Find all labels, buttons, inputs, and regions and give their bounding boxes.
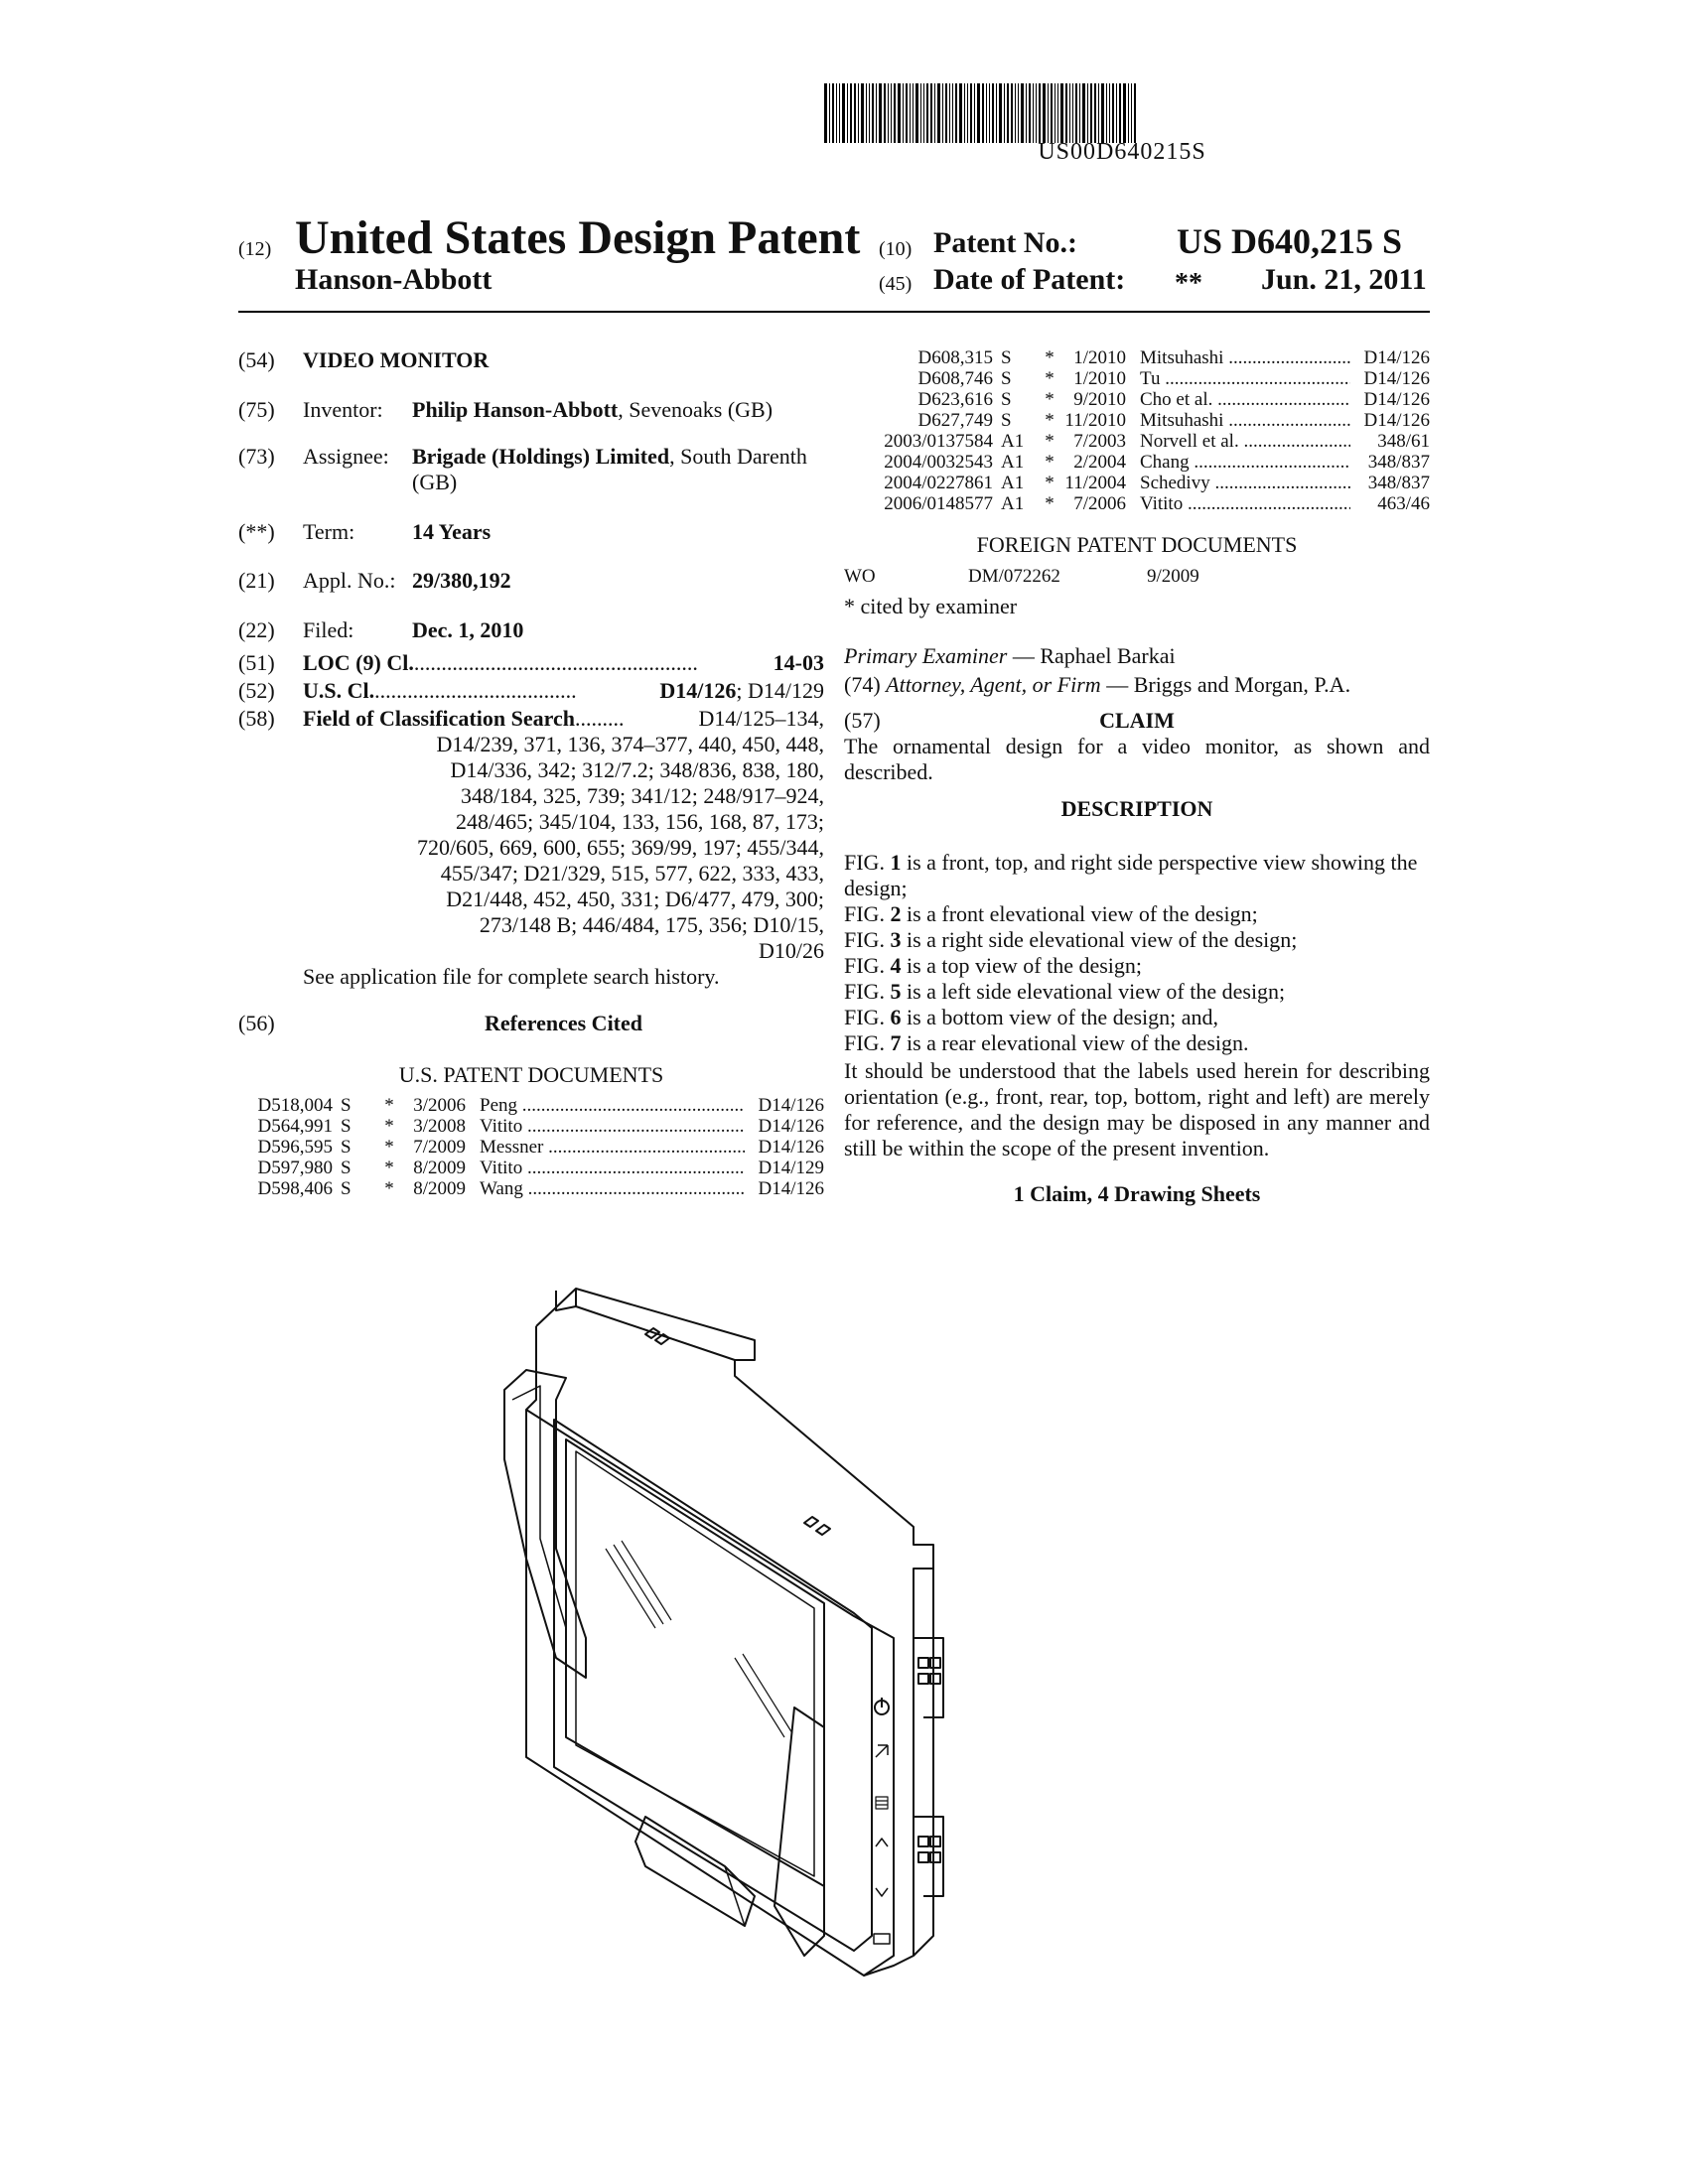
fig-pre: FIG.: [844, 1005, 891, 1029]
ref-kind: S: [341, 1158, 352, 1178]
ref-date: 9/2010: [1073, 389, 1126, 410]
fig-pre: FIG.: [844, 1030, 891, 1055]
ref-kind: S: [1001, 389, 1012, 410]
barcode-bar: [1087, 83, 1088, 143]
us-refs-list: [238, 1095, 824, 1199]
foreign-heading: FOREIGN PATENT DOCUMENTS: [976, 532, 1298, 557]
video-monitor-perspective-drawing: [496, 1261, 1192, 2055]
barcode-bar: [1060, 83, 1063, 143]
fig-num: 4: [890, 953, 902, 978]
ref-date: 7/2003: [1073, 431, 1126, 452]
orientation-note: It should be understood that the labels used herein for describing orientation (e.g., front, rear, top, bottom, right and left) are merely for reference, and the design may be disposed in any manner and still be within the scope of the present invention.: [844, 1058, 1430, 1160]
barcode-bar: [934, 83, 935, 143]
reference-row: [844, 493, 1430, 514]
attorney-label: Attorney, Agent, or Firm: [886, 672, 1101, 697]
ref-class: 463/46: [1350, 493, 1430, 514]
field-21: [238, 568, 824, 594]
ref-class: D14/129: [745, 1158, 824, 1178]
header-rule: [238, 311, 1430, 313]
ref-kind: S: [341, 1178, 352, 1199]
barcode-bar: [910, 83, 911, 143]
ref-name: Messner .....: [466, 1137, 745, 1158]
ref-date: 11/2004: [1064, 473, 1126, 493]
ref-name: Schedivy .....: [1126, 473, 1350, 493]
reference-row: [238, 1116, 824, 1137]
reference-row: [238, 1137, 824, 1158]
ref-date: 8/2009: [413, 1158, 466, 1178]
code-10: (10): [879, 238, 913, 260]
barcode-bar: [942, 83, 943, 143]
barcode-bar: [1043, 83, 1046, 143]
us-cl-main: D14/126: [659, 678, 737, 703]
patent-number: US D640,215 S: [1177, 221, 1403, 261]
ref-kind: S: [1001, 347, 1012, 368]
code-45: (45): [879, 273, 913, 295]
assignee-label: Assignee:: [303, 444, 389, 469]
barcode-bar: [952, 83, 953, 143]
date-label: Date of Patent:: [933, 263, 1126, 296]
ref-star: *: [384, 1095, 394, 1116]
barcode-bar: [861, 83, 864, 143]
barcode: [824, 83, 1420, 143]
fig-num: 3: [890, 927, 902, 952]
ref-kind: A1: [1001, 431, 1025, 452]
barcode-bar: [1079, 83, 1080, 143]
field-term: [238, 519, 824, 545]
ref-kind: S: [341, 1095, 352, 1116]
ref-class: D14/126: [1350, 389, 1430, 410]
ref-number: D597,980: [257, 1158, 333, 1178]
barcode-bar: [1069, 83, 1070, 143]
ref-date: 2/2004: [1073, 452, 1126, 473]
barcode-bar: [1048, 83, 1049, 143]
barcode-bar: [1116, 83, 1117, 143]
barcode-bar: [1119, 83, 1121, 143]
ref-date: 7/2009: [413, 1137, 466, 1158]
barcode-bar: [1033, 83, 1034, 143]
barcode-bar: [1075, 83, 1077, 143]
ref-star: *: [1045, 493, 1055, 514]
barcode-bar: [898, 83, 901, 143]
field-73: [238, 444, 824, 495]
claim-header: [844, 708, 1430, 734]
fig-num: 6: [890, 1005, 902, 1029]
barcode-bar: [986, 83, 987, 143]
barcode-bar: [850, 83, 852, 143]
title-value: VIDEO MONITOR: [303, 347, 490, 372]
fig-pre: FIG.: [844, 979, 891, 1004]
barcode-bar: [970, 83, 972, 143]
barcode-bar: [999, 83, 1002, 143]
ref-name: Cho et al. .....: [1126, 389, 1350, 410]
figure-descriptions: [844, 850, 1430, 1056]
ref-name: Tu .....: [1126, 368, 1350, 389]
refs-continued-list: [844, 347, 1430, 514]
ref-kind: S: [1001, 368, 1012, 389]
examiner: [844, 643, 1430, 669]
fig-text: is a rear elevational view of the design.: [901, 1030, 1249, 1055]
ref-name: Norvell et al. .....: [1126, 431, 1350, 452]
search-line: D21/448, 452, 450, 331; D6/477, 479, 300;: [446, 887, 824, 911]
examiner-name: — Raphael Barkai: [1007, 643, 1176, 668]
foreign-country: WO: [844, 566, 876, 587]
ref-class: D14/126: [745, 1116, 824, 1137]
fig-num: 7: [890, 1030, 902, 1055]
barcode-bar: [1051, 83, 1053, 143]
ref-class: 348/837: [1350, 452, 1430, 473]
reference-row: [844, 473, 1430, 493]
field-22: [238, 617, 824, 643]
figure-description: [844, 927, 1430, 953]
barcode-bar: [1026, 83, 1027, 143]
barcode-bar: [879, 83, 882, 143]
foreign-ref: [844, 564, 1430, 590]
field-code: (**): [238, 519, 275, 544]
ref-number: D596,595: [257, 1137, 333, 1158]
field-code: (54): [238, 347, 275, 372]
ref-number: D623,616: [917, 389, 993, 410]
search-label: Field of Classification Search: [303, 706, 575, 731]
fig-pre: FIG.: [844, 953, 891, 978]
ref-kind: S: [341, 1116, 352, 1137]
barcode-bar: [945, 83, 947, 143]
fig-pre: FIG.: [844, 901, 891, 926]
ref-number: D608,746: [917, 368, 993, 389]
barcode-bar: [1128, 83, 1129, 143]
barcode-bar: [996, 83, 997, 143]
foreign-date: 9/2009: [1147, 566, 1199, 587]
leader-dots: .........: [574, 706, 625, 731]
ref-number: D598,406: [257, 1178, 333, 1199]
barcode-bar: [824, 83, 827, 143]
ref-number: 2004/0032543: [884, 452, 993, 473]
fig-num: 2: [890, 901, 902, 926]
field-code: (22): [238, 617, 275, 642]
barcode-bar: [1011, 83, 1013, 143]
reference-row: [844, 368, 1430, 389]
barcode-bar: [1015, 83, 1016, 143]
barcode-bar: [913, 83, 914, 143]
barcode-bar: [869, 83, 870, 143]
ref-class: D14/126: [745, 1137, 824, 1158]
barcode-bar: [974, 83, 975, 143]
figure-description: [844, 901, 1430, 927]
fig-text: is a front elevational view of the design;: [901, 901, 1258, 926]
barcode-bar: [872, 83, 874, 143]
ref-class: D14/126: [1350, 368, 1430, 389]
barcode-bar: [1004, 83, 1005, 143]
barcode-bar: [955, 83, 957, 143]
barcode-bar: [977, 83, 980, 143]
ref-star: *: [1045, 410, 1055, 431]
ref-star: *: [384, 1158, 394, 1178]
ref-number: D627,749: [917, 410, 993, 431]
barcode-bar: [930, 83, 932, 143]
barcode-bar: [888, 83, 889, 143]
fig-num: 5: [890, 979, 902, 1004]
field-51: [238, 650, 824, 676]
inventor-label: Inventor:: [303, 397, 383, 422]
search-line: 348/184, 325, 739; 341/12; 248/917–924,: [460, 783, 824, 808]
search-line: D14/239, 371, 136, 374–377, 440, 450, 448,: [436, 732, 824, 756]
barcode-bar: [1007, 83, 1009, 143]
field-code: (73): [238, 444, 275, 469]
ref-kind: A1: [1001, 452, 1025, 473]
leader-dots: ....................................................: [413, 650, 698, 675]
filed-label: Filed:: [303, 617, 354, 642]
foreign-number: DM/072262: [968, 566, 1060, 587]
barcode-bar: [915, 83, 918, 143]
barcode-bar: [989, 83, 990, 143]
search-line: 720/605, 669, 600, 655; 369/99, 197; 455/344,: [416, 835, 824, 860]
reference-row: [844, 410, 1430, 431]
figure-description: [844, 1030, 1430, 1056]
leader-dots: .....................................: [374, 678, 577, 703]
field-52: [238, 678, 824, 704]
ref-name: Wang .....: [466, 1178, 745, 1199]
barcode-bar: [926, 83, 928, 143]
search-line: 273/148 B; 446/484, 175, 356; D10/15,: [479, 912, 824, 937]
figure-description: [844, 953, 1430, 979]
loc-value: 14-03: [773, 650, 824, 675]
ref-date: 1/2010: [1073, 347, 1126, 368]
barcode-number: US00D640215S: [1038, 139, 1206, 165]
barcode-bar: [920, 83, 921, 143]
ref-kind: S: [1001, 410, 1012, 431]
search-note: See application file for complete search history.: [303, 964, 720, 989]
barcode-bar: [949, 83, 950, 143]
claim-text: The ornamental design for a video monitor, as shown and described.: [844, 734, 1430, 784]
search-line: D10/26: [759, 938, 824, 963]
ref-number: D564,991: [257, 1116, 333, 1137]
barcode-bar: [1082, 83, 1085, 143]
ref-name: Vitito .....: [466, 1158, 745, 1178]
code-12: (12): [238, 238, 272, 260]
claims-summary: 1 Claim, 4 Drawing Sheets: [1013, 1181, 1261, 1206]
barcode-bar: [842, 83, 845, 143]
fig-text: is a bottom view of the design; and,: [901, 1005, 1219, 1029]
barcode-bar: [1112, 83, 1114, 143]
appl-number: 29/380,192: [412, 568, 511, 593]
ref-date: 7/2006: [1073, 493, 1126, 514]
barcode-bar: [1036, 83, 1037, 143]
ref-star: *: [384, 1137, 394, 1158]
inventor-header: Hanson-Abbott: [295, 263, 492, 296]
field-code: (75): [238, 397, 275, 422]
barcode-bar: [959, 83, 962, 143]
barcode-bar: [847, 83, 848, 143]
us-cl-rest: ; D14/129: [736, 678, 824, 703]
barcode-bar: [903, 83, 904, 143]
patent-title: United States Design Patent: [295, 211, 861, 264]
ref-name: Vitito .....: [466, 1116, 745, 1137]
barcode-bar: [1029, 83, 1031, 143]
ref-date: 3/2006: [413, 1095, 466, 1116]
reference-row: [844, 431, 1430, 452]
ref-kind: A1: [1001, 493, 1025, 514]
assignee-location: , South Darenth (GB): [412, 444, 807, 494]
fig-num: 1: [890, 850, 902, 875]
barcode-bar: [1094, 83, 1096, 143]
ref-star: *: [1045, 431, 1055, 452]
ref-kind: A1: [1001, 473, 1025, 493]
barcode-bar: [982, 83, 984, 143]
description-heading: DESCRIPTION: [1060, 796, 1213, 821]
barcode-bar: [906, 83, 908, 143]
attorney-code: (74): [844, 672, 881, 697]
ref-class: D14/126: [745, 1095, 824, 1116]
barcode-bar: [884, 83, 886, 143]
fig-text: is a front, top, and right side perspective view showing the design;: [844, 850, 1418, 900]
barcode-bar: [923, 83, 924, 143]
ref-class: 348/61: [1350, 431, 1430, 452]
barcode-bar: [832, 83, 834, 143]
ref-number: D608,315: [917, 347, 993, 368]
search-line: 248/465; 345/104, 133, 156, 168, 87, 173;: [456, 809, 824, 834]
reference-row: [844, 389, 1430, 410]
ref-name: Mitsuhashi .....: [1126, 410, 1350, 431]
reference-row: [238, 1095, 824, 1116]
barcode-bar: [1106, 83, 1107, 143]
barcode-bar: [1057, 83, 1058, 143]
examiner-label: Primary Examiner: [844, 643, 1008, 668]
field-75: [238, 397, 824, 423]
ref-kind: S: [341, 1137, 352, 1158]
search-line: D14/125–134,: [698, 706, 824, 731]
barcode-bar: [1109, 83, 1110, 143]
field-56: [238, 1011, 824, 1036]
field-54: [238, 347, 824, 373]
ref-number: 2004/0227861: [884, 473, 993, 493]
fig-pre: FIG.: [844, 850, 891, 875]
ref-star: *: [384, 1116, 394, 1137]
ref-date: 1/2010: [1073, 368, 1126, 389]
barcode-bar: [1018, 83, 1019, 143]
field-code: (51): [238, 650, 275, 675]
ref-name: Mitsuhashi .....: [1126, 347, 1350, 368]
search-line: D14/336, 342; 312/7.2; 348/836, 838, 180,: [450, 757, 824, 782]
patent-no-label: Patent No.:: [933, 226, 1077, 259]
field-code: (56): [238, 1011, 275, 1035]
attorney: [844, 672, 1430, 698]
assignee-name: Brigade (Holdings) Limited: [412, 444, 670, 469]
ref-star: *: [1045, 452, 1055, 473]
ref-name: Vitito .....: [1126, 493, 1350, 514]
barcode-bar: [1131, 83, 1132, 143]
inventor-name: Philip Hanson-Abbott: [412, 397, 619, 422]
reference-row: [238, 1158, 824, 1178]
ref-number: D518,004: [257, 1095, 333, 1116]
barcode-bar: [858, 83, 859, 143]
date-mark: **: [1175, 268, 1202, 299]
barcode-bar: [894, 83, 896, 143]
field-code: (52): [238, 678, 275, 703]
ref-name: Peng .....: [466, 1095, 745, 1116]
figure-description: [844, 979, 1430, 1005]
field-code: (21): [238, 568, 275, 593]
fig-text: is a left side elevational view of the design;: [901, 979, 1286, 1004]
search-line: 455/347; D21/329, 515, 577, 622, 333, 433,: [440, 861, 824, 886]
barcode-bar: [854, 83, 856, 143]
barcode-bar: [1098, 83, 1099, 143]
inventor-location: , Sevenoaks (GB): [618, 397, 774, 422]
ref-class: D14/126: [745, 1178, 824, 1199]
ref-number: 2006/0148577: [884, 493, 993, 514]
barcode-bar: [1090, 83, 1092, 143]
us-docs-heading: U.S. PATENT DOCUMENTS: [398, 1062, 664, 1087]
ref-number: 2003/0137584: [884, 431, 993, 452]
figure-description: [844, 1005, 1430, 1030]
attorney-name: — Briggs and Morgan, P.A.: [1100, 672, 1351, 697]
cited-note: * cited by examiner: [844, 594, 1018, 618]
filed-date: Dec. 1, 2010: [412, 617, 524, 642]
barcode-bar: [1134, 83, 1136, 143]
ref-date: 8/2009: [413, 1178, 466, 1199]
claim-code: (57): [844, 708, 881, 733]
reference-row: [238, 1178, 824, 1199]
figure-description: [844, 850, 1430, 901]
ref-name: Chang .....: [1126, 452, 1350, 473]
term-value: 14 Years: [412, 519, 492, 544]
barcode-bar: [836, 83, 837, 143]
barcode-bar: [992, 83, 994, 143]
barcode-bar: [1021, 83, 1024, 143]
us-cl-label: U.S. Cl.: [303, 678, 375, 703]
barcode-bar: [866, 83, 867, 143]
barcode-bar: [967, 83, 968, 143]
patent-date: Jun. 21, 2011: [1261, 263, 1427, 296]
ref-class: D14/126: [1350, 410, 1430, 431]
barcode-bar: [937, 83, 940, 143]
barcode-bar: [1123, 83, 1126, 143]
ref-star: *: [1045, 347, 1055, 368]
ref-star: *: [1045, 368, 1055, 389]
ref-star: *: [1045, 389, 1055, 410]
barcode-bar: [1101, 83, 1104, 143]
barcode-bar: [891, 83, 892, 143]
loc-label: LOC (9) Cl.: [303, 650, 414, 675]
ref-class: D14/126: [1350, 347, 1430, 368]
reference-row: [844, 452, 1430, 473]
barcode-bar: [829, 83, 830, 143]
barcode-bar: [1065, 83, 1067, 143]
term-label: Term:: [303, 519, 355, 544]
appl-label: Appl. No.:: [303, 568, 396, 593]
claim-heading: CLAIM: [1099, 708, 1175, 733]
ref-star: *: [1045, 473, 1055, 493]
fig-text: is a right side elevational view of the design;: [901, 927, 1298, 952]
ref-date: 3/2008: [413, 1116, 466, 1137]
field-code: (58): [238, 706, 275, 731]
barcode-bar: [964, 83, 965, 143]
ref-date: 11/2010: [1064, 410, 1126, 431]
field-58: [238, 706, 824, 990]
ref-class: 348/837: [1350, 473, 1430, 493]
fig-text: is a top view of the design;: [901, 953, 1143, 978]
barcode-bar: [1072, 83, 1073, 143]
reference-row: [844, 347, 1430, 368]
fig-pre: FIG.: [844, 927, 891, 952]
barcode-bar: [1039, 83, 1041, 143]
barcode-bar: [839, 83, 840, 143]
references-heading: References Cited: [484, 1011, 643, 1035]
ref-star: *: [384, 1178, 394, 1199]
barcode-bar: [876, 83, 877, 143]
